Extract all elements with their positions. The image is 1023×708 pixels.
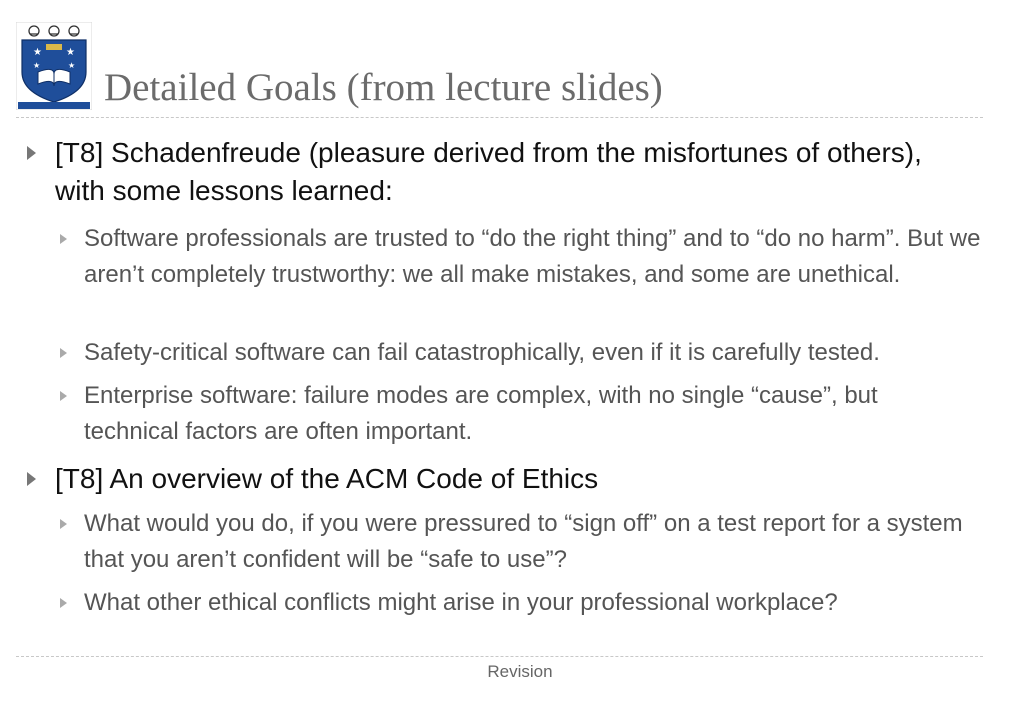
subitem-1-3: Enterprise software: failure modes are complex, with no single “cause”, but technical factors are often important.	[84, 382, 878, 445]
triangle-bullet-icon	[27, 472, 36, 486]
triangle-bullet-icon	[60, 391, 67, 401]
triangle-bullet-icon	[60, 598, 67, 608]
subitem-2-2: What other ethical conflicts might arise in your professional workplace?	[84, 589, 838, 616]
triangle-bullet-icon	[60, 234, 67, 244]
svg-text:★: ★	[68, 61, 76, 70]
bullet-item-1: [T8] Schadenfreude (pleasure derived from the misfortunes of others), with some lessons learned:	[55, 137, 922, 206]
subitem-1-2: Safety-critical software can fail catastrophically, even if it is carefully tested.	[84, 339, 880, 366]
triangle-bullet-icon	[60, 519, 67, 529]
svg-text:★: ★	[33, 61, 41, 70]
subitem-2-1: What would you do, if you were pressured to “sign off” on a test report for a system that you aren’t confident will be “safe to use”?	[84, 510, 963, 573]
title-divider	[16, 117, 983, 118]
triangle-bullet-icon	[27, 146, 36, 160]
svg-text:★: ★	[33, 47, 42, 58]
university-crest-icon	[16, 22, 92, 110]
svg-text:★: ★	[66, 47, 75, 58]
university-logo	[16, 22, 92, 110]
triangle-bullet-icon	[60, 348, 67, 358]
bullet-item-2: [T8] An overview of the ACM Code of Ethics	[55, 463, 599, 494]
footer-divider	[16, 656, 983, 657]
slide-title: Detailed Goals (from lecture slides)	[104, 66, 663, 109]
footer-label: Revision	[487, 662, 553, 681]
subitem-1-1: Software professionals are trusted to “do the right thing” and to “do no harm”. But we aren’t completely trustworthy: we all make mistakes, and some are unethical.	[84, 225, 981, 288]
